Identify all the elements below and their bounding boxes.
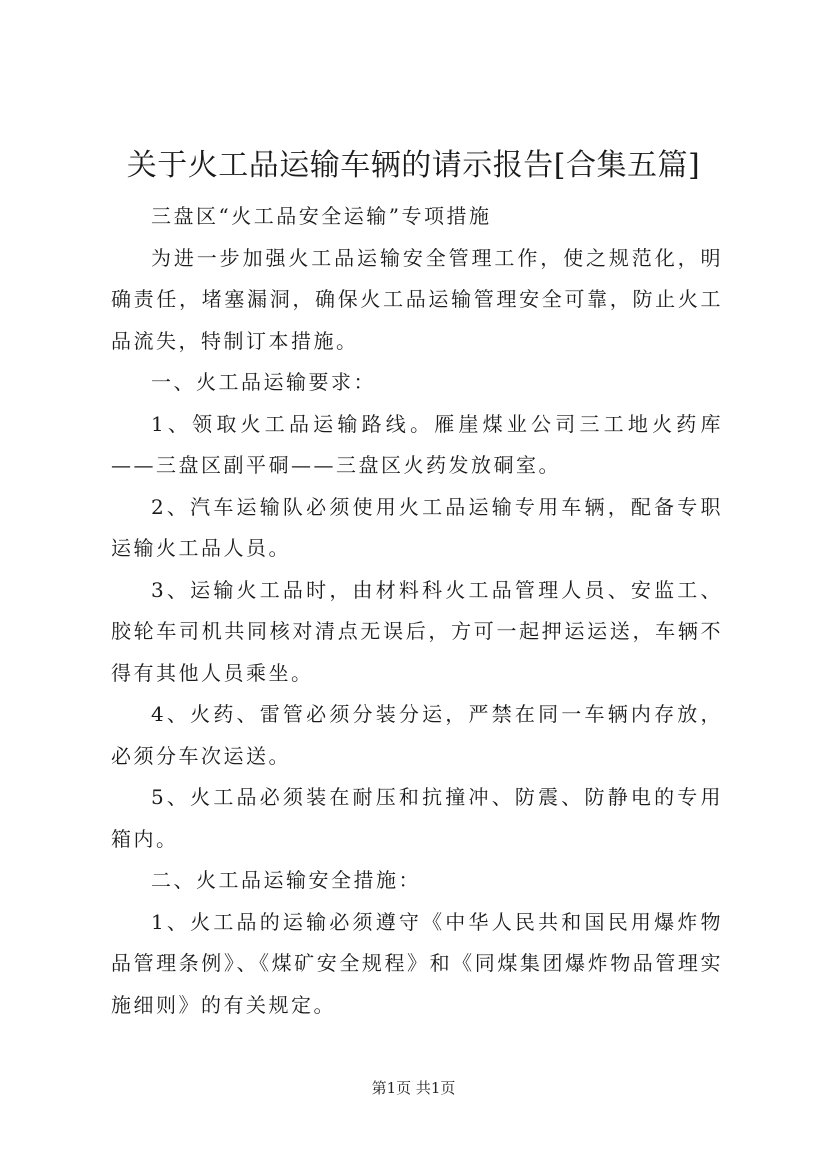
paragraph-measure-1: 1、火工品的运输必须遵守《中华人民共和国民用爆炸物品管理条例》、《煤矿安全规程》和《同煤集团爆炸物品管理实施细则》的有关规定。 [111,909,723,1017]
paragraph-item-4: 4、火药、雷管必须分装分运，严禁在同一车辆内存放，必须分车次运送。 [111,702,723,768]
paragraph-item-2: 2、汽车运输队必须使用火工品运输专用车辆，配备专职运输火工品人员。 [111,494,723,560]
paragraph-item-3: 3、运输火工品时，由材料科火工品管理人员、安监工、胶轮车司机共同核对清点无误后，方可一起押运运送，车辆不得有其他人员乘坐。 [111,577,723,685]
section-heading-requirements: 一、火工品运输要求： [151,370,376,394]
document-body [111,196,723,1026]
paragraph-item-5: 5、火工品必须装在耐压和抗撞冲、防震、防静电的专用箱内。 [111,785,723,851]
page-number-label: 第1页 共1页 [371,1079,456,1097]
paragraph-item-1: 1、领取火工品运输路线。雁崖煤业公司三工地火药库——三盘区副平硐——三盘区火药发放硐室。 [111,411,723,477]
page-footer [0,1078,827,1098]
paragraph-subtitle: 三盘区“火工品安全运输”专项措施 [151,204,492,228]
section-heading-safety-measures: 二、火工品运输安全措施： [151,868,421,892]
document-title: 关于火工品运输车辆的请示报告[合集五篇] [126,148,701,183]
paragraph-intro: 为进一步加强火工品运输安全管理工作，使之规范化，明确责任，堵塞漏洞，确保火工品运输管理安全可靠，防止火工品流失，特制订本措施。 [111,245,723,353]
